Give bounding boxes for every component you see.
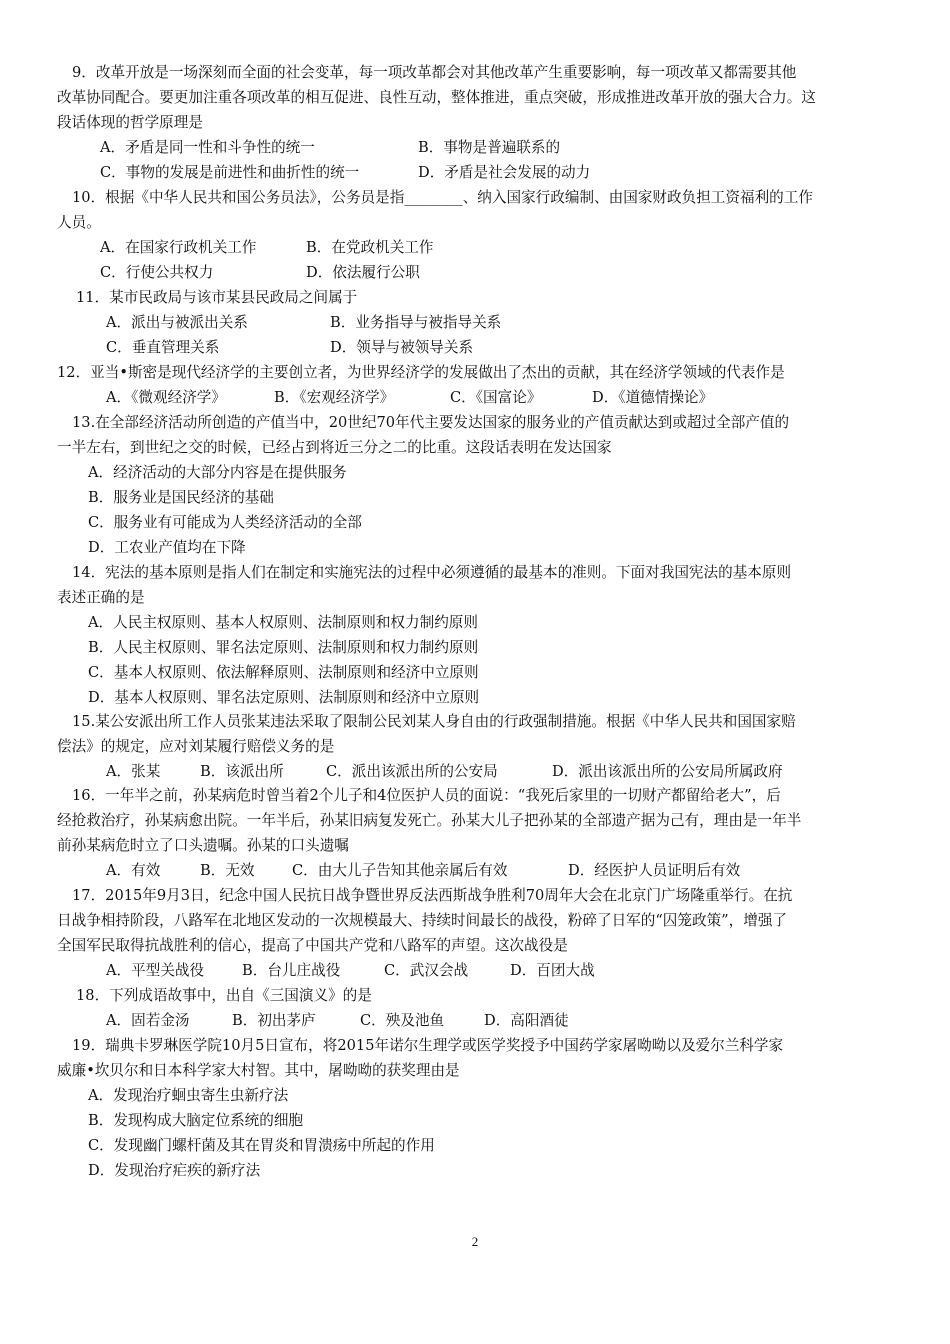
q16-option-d: D．经医护人员证明后有效 [568, 862, 741, 879]
q10-option-a: A．在国家行政机关工作 [100, 239, 257, 256]
q13-option-b: B．服务业是国民经济的基础 [88, 489, 274, 506]
q19-stem-line-1: 19．瑞典卡罗琳医学院10月5日宣布，将2015年诺尔生理学或医学奖授予中国药学家屠呦呦以及爱尔兰科学家 [72, 1037, 784, 1054]
q9-option-d: D．矛盾是社会发展的动力 [418, 164, 591, 181]
q19-stem-line-2: 威廉•坎贝尔和日本科学家大村智。其中，屠呦呦的获奖理由是 [57, 1062, 460, 1079]
q14-option-a: A．人民主权原则、基本人权原则、法制原则和权力制约原则 [88, 614, 478, 631]
q14-stem-line-1: 14．宪法的基本原则是指人们在制定和实施宪法的过程中必须遵循的最基本的准则。下面对我国宪法的基本原则 [72, 564, 792, 581]
q10-stem-line-1: 10．根据《中华人民共和国公务员法》，公务员是指________、纳入国家行政编制、由国家财政负担工资福利的工作 [72, 189, 813, 206]
q13-option-c: C．服务业有可能成为人类经济活动的全部 [88, 514, 362, 531]
q11-option-c: C．垂直管理关系 [106, 339, 220, 356]
q12-option-c: C．《国富论》 [450, 389, 542, 406]
q17-option-a: A．平型关战役 [106, 962, 205, 979]
q16-stem-line-2: 经抢救治疗，孙某病愈出院。一年半后，孙某旧病复发死亡。孙某大儿子把孙某的全部遗产据为己有，理由是一年半 [57, 812, 802, 829]
q9-option-a: A．矛盾是同一性和斗争性的统一 [100, 139, 315, 156]
q19-option-c: C．发现幽门螺杆菌及其在胃炎和胃溃疡中所起的作用 [88, 1137, 435, 1154]
q14-option-c: C．基本人权原则、依法解释原则、法制原则和经济中立原则 [88, 664, 479, 681]
q11-option-d: D．领导与被领导关系 [330, 339, 474, 356]
q17-stem-line-1: 17．2015年9月3日，纪念中国人民抗日战争暨世界反法西斯战争胜利70周年大会在北京门广场隆重举行。在抗 [72, 887, 793, 904]
q16-stem-line-3: 前孙某病危时立了口头遗嘱。孙某的口头遗嘱 [57, 837, 349, 854]
q9-stem-line-3: 段话体现的哲学原理是 [57, 114, 203, 131]
q17-stem-line-3: 全国军民取得抗战胜利的信心，提高了中国共产党和八路军的声望。这次战役是 [57, 937, 568, 954]
q9-option-b: B．事物是普遍联系的 [418, 139, 561, 156]
q18-option-a: A．固若金汤 [106, 1012, 190, 1029]
q12-stem-line-1: 12．亚当•斯密是现代经济学的主要创立者，为世界经济学的发展做出了杰出的贡献，其在经济学领域的代表作是 [57, 364, 785, 381]
q13-stem-line-1: 13.在全部经济活动所创造的产值当中，20世纪70年代主要发达国家的服务业的产值贡献达到或超过全部产值的 [72, 414, 790, 431]
q16-option-a: A．有效 [106, 862, 161, 879]
q15-stem-line-2: 偿法》的规定，应对刘某履行赔偿义务的是 [57, 738, 335, 755]
page-number: 2 [471, 1234, 479, 1249]
q14-option-d: D．基本人权原则、罪名法定原则、法制原则和经济中立原则 [88, 689, 480, 706]
q15-option-d: D．派出该派出所的公安局所属政府 [552, 763, 783, 780]
q19-option-d: D．发现治疗疟疾的新疗法 [88, 1162, 261, 1179]
q10-stem-line-2: 人员。 [57, 214, 101, 231]
q10-option-b: B．在党政机关工作 [306, 239, 434, 256]
q17-option-d: D．百团大战 [510, 962, 595, 979]
q18-option-b: B．初出茅庐 [232, 1012, 316, 1029]
q14-option-b: B．人民主权原则、罪名法定原则、法制原则和权力制约原则 [88, 639, 479, 656]
q15-option-b: B．该派出所 [200, 763, 284, 780]
q13-stem-line-2: 一半左右，到世纪之交的时候，已经占到将近三分之二的比重。这段话表明在发达国家 [57, 439, 612, 456]
q15-option-a: A．张某 [106, 763, 161, 780]
q15-stem-line-1: 15.某公安派出所工作人员张某违法采取了限制公民刘某人身自由的行政强制措施。根据《中华人民共和国国家赔 [72, 713, 796, 730]
q12-option-a: A．《微观经济学》 [106, 389, 226, 406]
q17-option-c: C．武汉会战 [384, 962, 469, 979]
q12-option-d: D．《道德情操论》 [592, 389, 714, 406]
q9-option-c: C．事物的发展是前进性和曲折性的统一 [100, 164, 360, 181]
q17-stem-line-2: 日战争相持阶段，八路军在北地区发动的一次规模最大、持续时间最长的战役，粉碎了日军的“囚笼政策”，增强了 [57, 912, 788, 929]
q18-stem-line-1: 18．下列成语故事中，出自《三国演义》的是 [76, 987, 372, 1004]
q9-stem-line-1: 9．改革开放是一场深刻而全面的社会变革，每一项改革都会对其他改革产生重要影响，每一项改革又都需要其他 [72, 64, 797, 81]
q17-option-b: B．台儿庄战役 [242, 962, 341, 979]
q12-option-b: B．《宏观经济学》 [274, 389, 395, 406]
q18-option-c: C．殃及池鱼 [360, 1012, 445, 1029]
q19-option-b: B．发现构成大脑定位系统的细胞 [88, 1112, 304, 1129]
q13-option-d: D．工农业产值均在下降 [88, 539, 246, 556]
q15-option-c: C．派出该派出所的公安局 [326, 763, 498, 780]
q10-option-d: D．依法履行公职 [306, 264, 420, 281]
q9-stem-line-2: 改革协同配合。要更加注重各项改革的相互促进、良性互动，整体推进，重点突破，形成推进改革开放的强大合力。这 [57, 89, 816, 106]
q11-stem-line-1: 11．某市民政局与该市某县民政局之间属于 [76, 289, 358, 306]
q13-option-a: A．经济活动的大部分内容是在提供服务 [88, 464, 347, 481]
q16-option-b: B．无效 [200, 862, 255, 879]
q16-stem-line-1: 16．一年半之前，孙某病危时曾当着2个儿子和4位医护人员的面说：“我死后家里的一切财产都留给老大”，后 [72, 787, 781, 804]
q10-option-c: C．行使公共权力 [100, 264, 214, 281]
q19-option-a: A．发现治疗蛔虫寄生虫新疗法 [88, 1087, 289, 1104]
q11-option-a: A．派出与被派出关系 [106, 314, 248, 331]
q11-option-b: B．业务指导与被指导关系 [330, 314, 502, 331]
q16-option-c: C．由大儿子告知其他亲属后有效 [292, 862, 508, 879]
q14-stem-line-2: 表述正确的是 [57, 589, 145, 606]
q18-option-d: D．高阳酒徒 [484, 1012, 569, 1029]
